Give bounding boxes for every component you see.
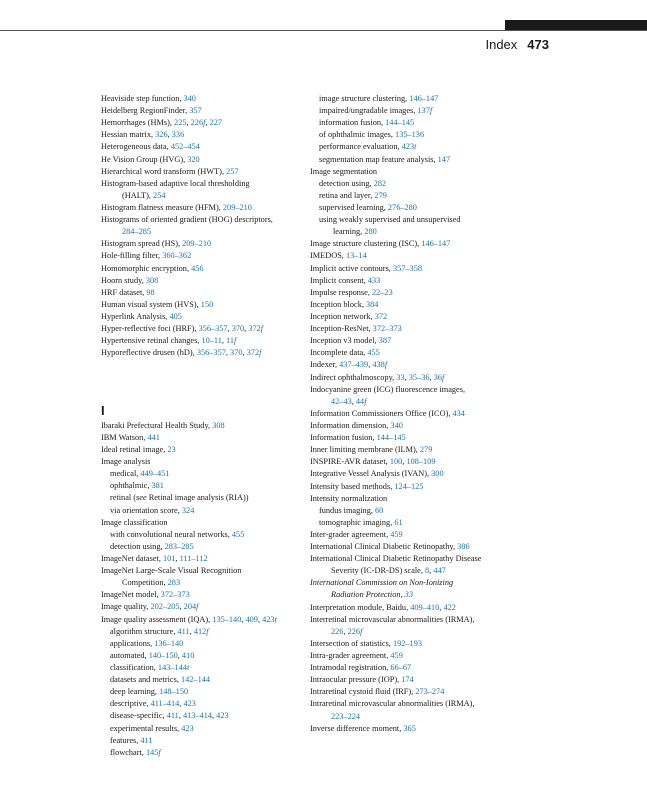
page-refs[interactable]: 411–414, 423 xyxy=(150,699,196,709)
entry-text: International Clinical Diabetic Retinopathy, xyxy=(310,542,458,552)
entry-text: Inception block, xyxy=(310,299,366,309)
index-entry xyxy=(310,553,515,565)
index-subentry xyxy=(101,638,301,650)
index-subentry xyxy=(101,190,301,202)
index-entry xyxy=(101,299,301,311)
entry-text: Heterogeneous data, xyxy=(101,142,171,152)
index-entry xyxy=(310,420,515,432)
index-entry xyxy=(310,323,515,335)
index-entry xyxy=(101,601,301,613)
page-refs[interactable]: 60 xyxy=(375,505,384,515)
index-subentry xyxy=(310,129,515,141)
entry-text: features, xyxy=(110,735,141,745)
index-entry xyxy=(310,444,515,456)
index-subentry xyxy=(310,190,515,202)
page-refs[interactable]: 33, 35–36, 36f xyxy=(396,372,445,382)
entry-text: Ibaraki Prefectural Health Study, xyxy=(101,420,213,430)
page-refs[interactable]: 456 xyxy=(191,263,204,273)
entry-text: Intraretinal microvascular abnormalities (IRMA), xyxy=(310,699,475,709)
entry-text: International Commission on Non-Ionizing xyxy=(310,578,454,588)
entry-text: image structure clustering, xyxy=(319,94,410,103)
entry-text: Ideal retinal image, xyxy=(101,445,168,455)
index-entry xyxy=(310,166,515,178)
entry-text: Hole-filling filter, xyxy=(101,251,163,261)
index-subentry xyxy=(101,468,301,480)
index-subentry xyxy=(101,505,301,517)
index-entry xyxy=(101,287,301,299)
page-refs[interactable]: 381 xyxy=(151,481,164,491)
entry-text: flowchart, xyxy=(110,747,146,757)
entry-text: Histograms of oriented gradient (HOG) descriptors, xyxy=(101,215,273,225)
page-refs[interactable]: 452–454 xyxy=(170,142,200,152)
index-entry xyxy=(101,250,301,262)
index-entry xyxy=(310,614,515,626)
entry-text: Image segmentation xyxy=(310,166,378,176)
entry-text: datasets and metrics, xyxy=(110,675,181,685)
page-refs[interactable]: 411, 413–414, 423 xyxy=(166,711,229,721)
entry-text: Hessian matrix, xyxy=(101,130,156,140)
entry-text: algorithm structure, xyxy=(110,626,178,636)
running-head xyxy=(485,37,549,52)
index-subentry xyxy=(310,626,515,638)
page-refs[interactable]: 372–373 xyxy=(372,324,402,334)
index-entry xyxy=(310,481,515,493)
index-entry xyxy=(101,347,301,359)
entry-text: Competition, xyxy=(122,578,168,588)
index-entry xyxy=(310,275,515,287)
entry-text: deep learning, xyxy=(110,687,160,697)
page-refs[interactable]: 320 xyxy=(187,154,200,164)
entry-text: Information dimension, xyxy=(310,420,391,430)
index-subentry xyxy=(101,541,301,553)
entry-text: Severity (IC-DR-DS) scale, xyxy=(331,566,426,576)
entry-text: Inception v3 model, xyxy=(310,336,379,346)
index-entry xyxy=(310,638,515,650)
entry-text: Hemorrhages (HMs), xyxy=(101,118,175,128)
page-refs[interactable]: 144–145 xyxy=(385,118,415,128)
page-refs[interactable]: 135–136 xyxy=(395,130,425,140)
index-entry xyxy=(101,154,301,166)
index-entry xyxy=(310,674,515,686)
index-subentry xyxy=(310,202,515,214)
index-subentry xyxy=(101,480,301,492)
page-refs[interactable]: 300 xyxy=(431,469,444,479)
entry-text: Hyporeflective drusen (hD), xyxy=(101,348,197,358)
entry-text: Image analysis xyxy=(101,457,151,467)
index-entry xyxy=(310,529,515,541)
index-entry xyxy=(310,287,515,299)
entry-text: Inception-ResNet, xyxy=(310,324,373,334)
page-refs[interactable]: 384 xyxy=(366,299,379,309)
entry-text: descriptive, xyxy=(110,699,151,709)
page-refs[interactable]: 308 xyxy=(145,275,159,285)
page-refs[interactable]: 150 xyxy=(200,299,214,309)
entry-text: Hyper-reflective foci (HRF), xyxy=(101,324,199,334)
page-refs[interactable]: 387 xyxy=(378,336,392,346)
page-refs[interactable]: 324 xyxy=(181,505,195,515)
entry-text: International Clinical Diabetic Retinopathy Disease xyxy=(310,554,482,564)
index-entry xyxy=(310,541,515,553)
index-entry xyxy=(310,299,515,311)
entry-text: Hyperlink Analysis, xyxy=(101,311,170,321)
index-column-left xyxy=(101,93,301,759)
header-rule xyxy=(0,30,647,31)
index-subentry xyxy=(310,711,515,723)
page-refs[interactable]: 202–205, 204f xyxy=(150,602,199,612)
index-entry xyxy=(101,202,301,214)
page-refs[interactable]: 340 xyxy=(390,420,403,430)
entry-text: Information Commissioners Office (ICO), xyxy=(310,408,453,418)
page-refs[interactable]: 455 xyxy=(367,348,380,358)
entry-text: Hierarchical word transform (HWT), xyxy=(101,166,227,176)
entry-text: Integrative Vessel Analysis (IVAN), xyxy=(310,469,432,479)
page-refs[interactable]: 411, 412f xyxy=(177,626,209,636)
entry-text: detection using, xyxy=(319,178,374,188)
page-refs[interactable]: 61 xyxy=(394,517,403,527)
index-subentry xyxy=(310,589,515,601)
entry-text: performance evaluation, xyxy=(319,142,402,152)
index-entry xyxy=(310,347,515,359)
index-entry xyxy=(310,468,515,480)
page-refs[interactable]: 145f xyxy=(145,747,161,757)
entry-text: with convolutional neural networks, xyxy=(110,529,232,539)
index-entry xyxy=(101,456,301,468)
page-refs[interactable]: 273–274 xyxy=(415,687,445,697)
index-entry xyxy=(310,650,515,662)
page-refs[interactable]: 340 xyxy=(183,94,196,103)
entry-text: Heaviside step function, xyxy=(101,94,184,103)
index-column-right xyxy=(310,93,515,735)
page-refs[interactable]: 225, 226f, 227 xyxy=(174,118,223,128)
entry-text: Inception network, xyxy=(310,311,375,321)
page-refs[interactable]: 10–11, 11f xyxy=(201,336,237,346)
index-entry xyxy=(310,372,515,384)
index-subentry xyxy=(310,214,515,226)
entry-text: Hoorn study, xyxy=(101,275,146,285)
entry-text: Histogram flatness measure (HFM), xyxy=(101,202,223,212)
index-entry xyxy=(310,250,515,262)
entry-text: Inter-grader agreement, xyxy=(310,529,391,539)
index-entry xyxy=(310,602,515,614)
entry-text: Implicit consent, xyxy=(310,275,368,285)
index-subentry xyxy=(101,723,301,735)
index-entry xyxy=(101,166,301,178)
entry-text: fundus imaging, xyxy=(319,505,375,515)
page-refs[interactable]: 365 xyxy=(403,723,416,733)
section-gap xyxy=(101,359,301,395)
entry-text: IBM Watson, xyxy=(101,432,148,442)
index-entry xyxy=(310,384,515,396)
page-refs[interactable]: 276–280 xyxy=(387,202,417,212)
entry-text: Intersection of statistics, xyxy=(310,638,393,648)
page-refs[interactable]: 135–140, 409, 423t xyxy=(212,614,277,624)
page-refs[interactable]: 423t xyxy=(401,142,417,152)
page-refs[interactable]: 405 xyxy=(169,311,182,321)
entry-text: impaired/ungradable images, xyxy=(319,106,418,116)
entry-text: retinal (see Retinal image analysis (RIA)) xyxy=(110,493,249,503)
page-refs[interactable]: 33 xyxy=(404,590,413,600)
page-refs[interactable]: 257 xyxy=(226,166,239,176)
page-refs[interactable]: 140–150, 410 xyxy=(148,650,195,660)
page-refs[interactable]: 449–451 xyxy=(140,469,170,479)
entry-text: detection using, xyxy=(110,541,165,551)
index-subentry xyxy=(101,577,301,589)
page-refs[interactable]: 146–147 xyxy=(421,239,451,249)
index-entry xyxy=(310,723,515,735)
page-refs[interactable]: 192–193 xyxy=(392,638,422,648)
index-subentry xyxy=(101,650,301,662)
page-refs[interactable]: 360–362 xyxy=(162,251,192,261)
entry-text: Interretinal microvascular abnormalities (IRMA), xyxy=(310,614,475,624)
index-entry xyxy=(310,662,515,674)
entry-text: Incomplete data, xyxy=(310,348,368,358)
page-refs[interactable]: 356–357, 370, 372f xyxy=(198,324,264,334)
entry-text: HRF dataset, xyxy=(101,287,147,297)
index-entry xyxy=(101,335,301,347)
index-entry xyxy=(101,129,301,141)
index-entry xyxy=(310,577,515,589)
page-refs[interactable]: 356–357, 370, 372f xyxy=(196,348,262,358)
section-title: Index xyxy=(485,37,518,52)
index-subentry xyxy=(310,105,515,117)
index-subentry xyxy=(101,626,301,638)
entry-text: Indexer, xyxy=(310,360,340,370)
index-subentry xyxy=(310,226,515,238)
page-refs[interactable]: 142–144 xyxy=(180,675,211,685)
page-refs[interactable]: 283–285 xyxy=(164,541,194,551)
index-subentry xyxy=(310,117,515,129)
page-refs[interactable]: 441 xyxy=(147,432,160,442)
index-entry xyxy=(101,432,301,444)
entry-text: applications, xyxy=(110,638,155,648)
page-refs[interactable]: 411 xyxy=(140,735,153,745)
page-refs[interactable]: 124–125 xyxy=(394,481,424,491)
page-refs[interactable]: 308 xyxy=(212,420,225,430)
page-refs[interactable]: 100, 108–109 xyxy=(389,457,436,467)
index-entry xyxy=(310,456,515,468)
entry-text: Image classification xyxy=(101,517,168,527)
index-entry xyxy=(310,432,515,444)
page-refs[interactable]: 13–14 xyxy=(345,251,367,261)
index-entry xyxy=(101,105,301,117)
index-subentry xyxy=(101,674,301,686)
index-entry xyxy=(101,141,301,153)
entry-text: Homomorphic encryption, xyxy=(101,263,192,273)
entry-text: ImageNet Large-Scale Visual Recognition xyxy=(101,566,242,576)
index-subentry xyxy=(310,141,515,153)
index-entry xyxy=(310,359,515,371)
page-refs[interactable]: 146–147 xyxy=(409,94,439,103)
index-entry xyxy=(101,275,301,287)
entry-text: Inverse difference moment, xyxy=(310,723,404,733)
entry-text: Heidelberg RegionFinder, xyxy=(101,106,190,116)
entry-text: Indocyanine green (ICG) fluorescence images, xyxy=(310,384,466,394)
index-entry xyxy=(310,335,515,347)
index-subentry xyxy=(101,529,301,541)
page-refs[interactable]: 372–373 xyxy=(160,590,190,600)
page-refs[interactable]: 283 xyxy=(167,578,181,588)
page-refs[interactable]: 226, 226f xyxy=(331,626,363,636)
index-entry xyxy=(101,238,301,250)
index-subentry xyxy=(310,178,515,190)
page-refs[interactable]: 326, 336 xyxy=(155,130,185,140)
index-subentry xyxy=(310,396,515,408)
index-entry xyxy=(310,408,515,420)
index-subentry xyxy=(101,492,301,504)
entry-text: disease-specific, xyxy=(110,711,167,721)
entry-text: Human visual system (HVS), xyxy=(101,299,201,309)
index-entry xyxy=(101,93,301,105)
page-refs[interactable]: 434 xyxy=(452,408,465,418)
page-refs[interactable]: 143–144t xyxy=(157,662,190,672)
page-refs[interactable]: 433 xyxy=(367,275,381,285)
entry-text: Intra-grader agreement, xyxy=(310,651,391,661)
index-entry xyxy=(101,589,301,601)
page-refs[interactable]: 254 xyxy=(153,190,166,200)
page-refs[interactable]: 98 xyxy=(146,287,155,297)
entry-text: Histogram spread (HS), xyxy=(101,239,183,249)
entry-text: Intramodal registration, xyxy=(310,663,391,673)
page-refs[interactable]: 357 xyxy=(189,106,202,116)
page-refs[interactable]: 223–224 xyxy=(331,711,361,721)
page-refs[interactable]: 23 xyxy=(167,445,176,455)
entry-text: Intraretinal cystoid fluid (IRF), xyxy=(310,687,416,697)
entry-text: segmentation map feature analysis, xyxy=(319,154,438,164)
index-subentry xyxy=(310,565,515,577)
entry-text: Indirect ophthalmoscopy, xyxy=(310,372,397,382)
index-entry xyxy=(101,311,301,323)
index-entry xyxy=(310,311,515,323)
entry-text: Radiation Protection, xyxy=(331,590,405,600)
entry-text: retina and layer, xyxy=(319,190,375,200)
index-entry xyxy=(101,420,301,432)
index-subentry xyxy=(101,662,301,674)
page-refs[interactable]: 137f xyxy=(417,106,433,116)
entry-text: Intensity based methods, xyxy=(310,481,395,491)
entry-text: Information fusion, xyxy=(310,433,377,443)
index-subentry xyxy=(101,698,301,710)
index-subentry xyxy=(310,517,515,529)
page-refs[interactable]: 284–285 xyxy=(122,227,152,237)
entry-text: Histogram-based adaptive local thresholding xyxy=(101,178,250,188)
page-refs[interactable]: 437–439, 438f xyxy=(339,360,388,370)
index-subentry xyxy=(310,505,515,517)
page-refs[interactable]: 280 xyxy=(364,227,377,237)
entry-text: medical, xyxy=(110,469,141,479)
entry-text: via orientation score, xyxy=(110,505,182,515)
page-number: 473 xyxy=(527,37,549,52)
index-subentry xyxy=(101,686,301,698)
index-entry xyxy=(310,238,515,250)
index-subentry xyxy=(101,747,301,759)
entry-text: Image structure clustering (ISC), xyxy=(310,239,422,249)
page-refs[interactable]: 279 xyxy=(419,445,433,455)
page-refs[interactable]: 174 xyxy=(401,675,414,685)
index-subentry xyxy=(310,93,515,105)
page-refs[interactable]: 459 xyxy=(390,529,403,539)
entry-text: ophthalmic, xyxy=(110,481,152,491)
page-refs[interactable]: 66–67 xyxy=(390,663,412,673)
index-entry xyxy=(310,698,515,710)
entry-text: Impulse response, xyxy=(310,287,372,297)
page-refs[interactable]: 209–210 xyxy=(182,239,212,249)
page-refs[interactable]: 409–410, 422 xyxy=(410,602,456,612)
entry-text: experimental results, xyxy=(110,723,182,733)
entry-text: ImageNet model, xyxy=(101,590,161,600)
entry-text: using weakly supervised and unsupervised xyxy=(319,215,461,225)
entry-text: INSPIRE-AVR dataset, xyxy=(310,457,390,467)
page-refs[interactable]: 144–145 xyxy=(376,433,406,443)
page-refs[interactable]: 372 xyxy=(374,311,388,321)
entry-text: (HALT), xyxy=(122,190,154,200)
index-entry xyxy=(101,178,301,190)
entry-text: supervised learning, xyxy=(319,202,388,212)
index-entry xyxy=(101,517,301,529)
page-refs[interactable]: 423 xyxy=(181,723,194,733)
index-entry xyxy=(101,263,301,275)
index-subentry xyxy=(101,226,301,238)
entry-text: Image quality assessment (IQA), xyxy=(101,614,213,624)
index-entry xyxy=(101,444,301,456)
page-refs[interactable]: 209–210 xyxy=(222,202,252,212)
entry-text: ImageNet dataset, xyxy=(101,554,163,563)
index-entry xyxy=(310,263,515,275)
index-entry xyxy=(101,553,301,565)
entry-text: learning, xyxy=(333,227,365,237)
entry-text: automated, xyxy=(110,650,149,660)
entry-text: He Vision Group (HVG), xyxy=(101,154,188,164)
index-entry xyxy=(101,323,301,335)
page-refs[interactable]: 282 xyxy=(373,178,387,188)
page-refs[interactable]: 22–23 xyxy=(371,287,393,297)
page-refs[interactable]: 148–150 xyxy=(159,687,189,697)
entry-text: Intraocular pressure (IOP), xyxy=(310,675,402,685)
entry-text: Hypertensive retinal changes, xyxy=(101,336,202,346)
section-letter: I xyxy=(101,402,105,418)
index-entry xyxy=(101,214,301,226)
index-entry xyxy=(101,117,301,129)
index-entry xyxy=(101,565,301,577)
page-refs[interactable]: 357–358 xyxy=(392,263,422,273)
index-entry xyxy=(310,493,515,505)
entry-text: Implicit active contours, xyxy=(310,263,393,273)
page-refs[interactable]: 101, 111–112 xyxy=(162,554,208,563)
page-refs[interactable]: 386 xyxy=(457,542,470,552)
index-subentry xyxy=(310,154,515,166)
page-refs[interactable]: 136–140 xyxy=(154,638,184,648)
index-entry xyxy=(310,686,515,698)
page-refs[interactable]: 279 xyxy=(374,190,387,200)
entry-text: Inner limiting membrane (ILM), xyxy=(310,445,420,455)
entry-text: IMEDOS, xyxy=(310,251,346,261)
entry-text: classification, xyxy=(110,662,158,672)
entry-text: of ophthalmic images, xyxy=(319,130,396,140)
index-entry xyxy=(101,614,301,626)
page-refs[interactable]: 147 xyxy=(437,154,451,164)
entry-text: Image quality, xyxy=(101,602,151,612)
page-refs[interactable]: 459 xyxy=(390,651,403,661)
page-refs[interactable]: 42–43, 44f xyxy=(331,396,367,406)
page-refs[interactable]: 8, 447 xyxy=(425,566,446,576)
entry-text: information fusion, xyxy=(319,118,386,128)
entry-text: tomographic imaging, xyxy=(319,517,395,527)
index-subentry xyxy=(101,710,301,722)
entry-text: Intensity normalization xyxy=(310,493,388,503)
page-refs[interactable]: 455 xyxy=(231,529,245,539)
entry-text: Interpretation module, Baidu, xyxy=(310,602,411,612)
index-subentry xyxy=(101,735,301,747)
